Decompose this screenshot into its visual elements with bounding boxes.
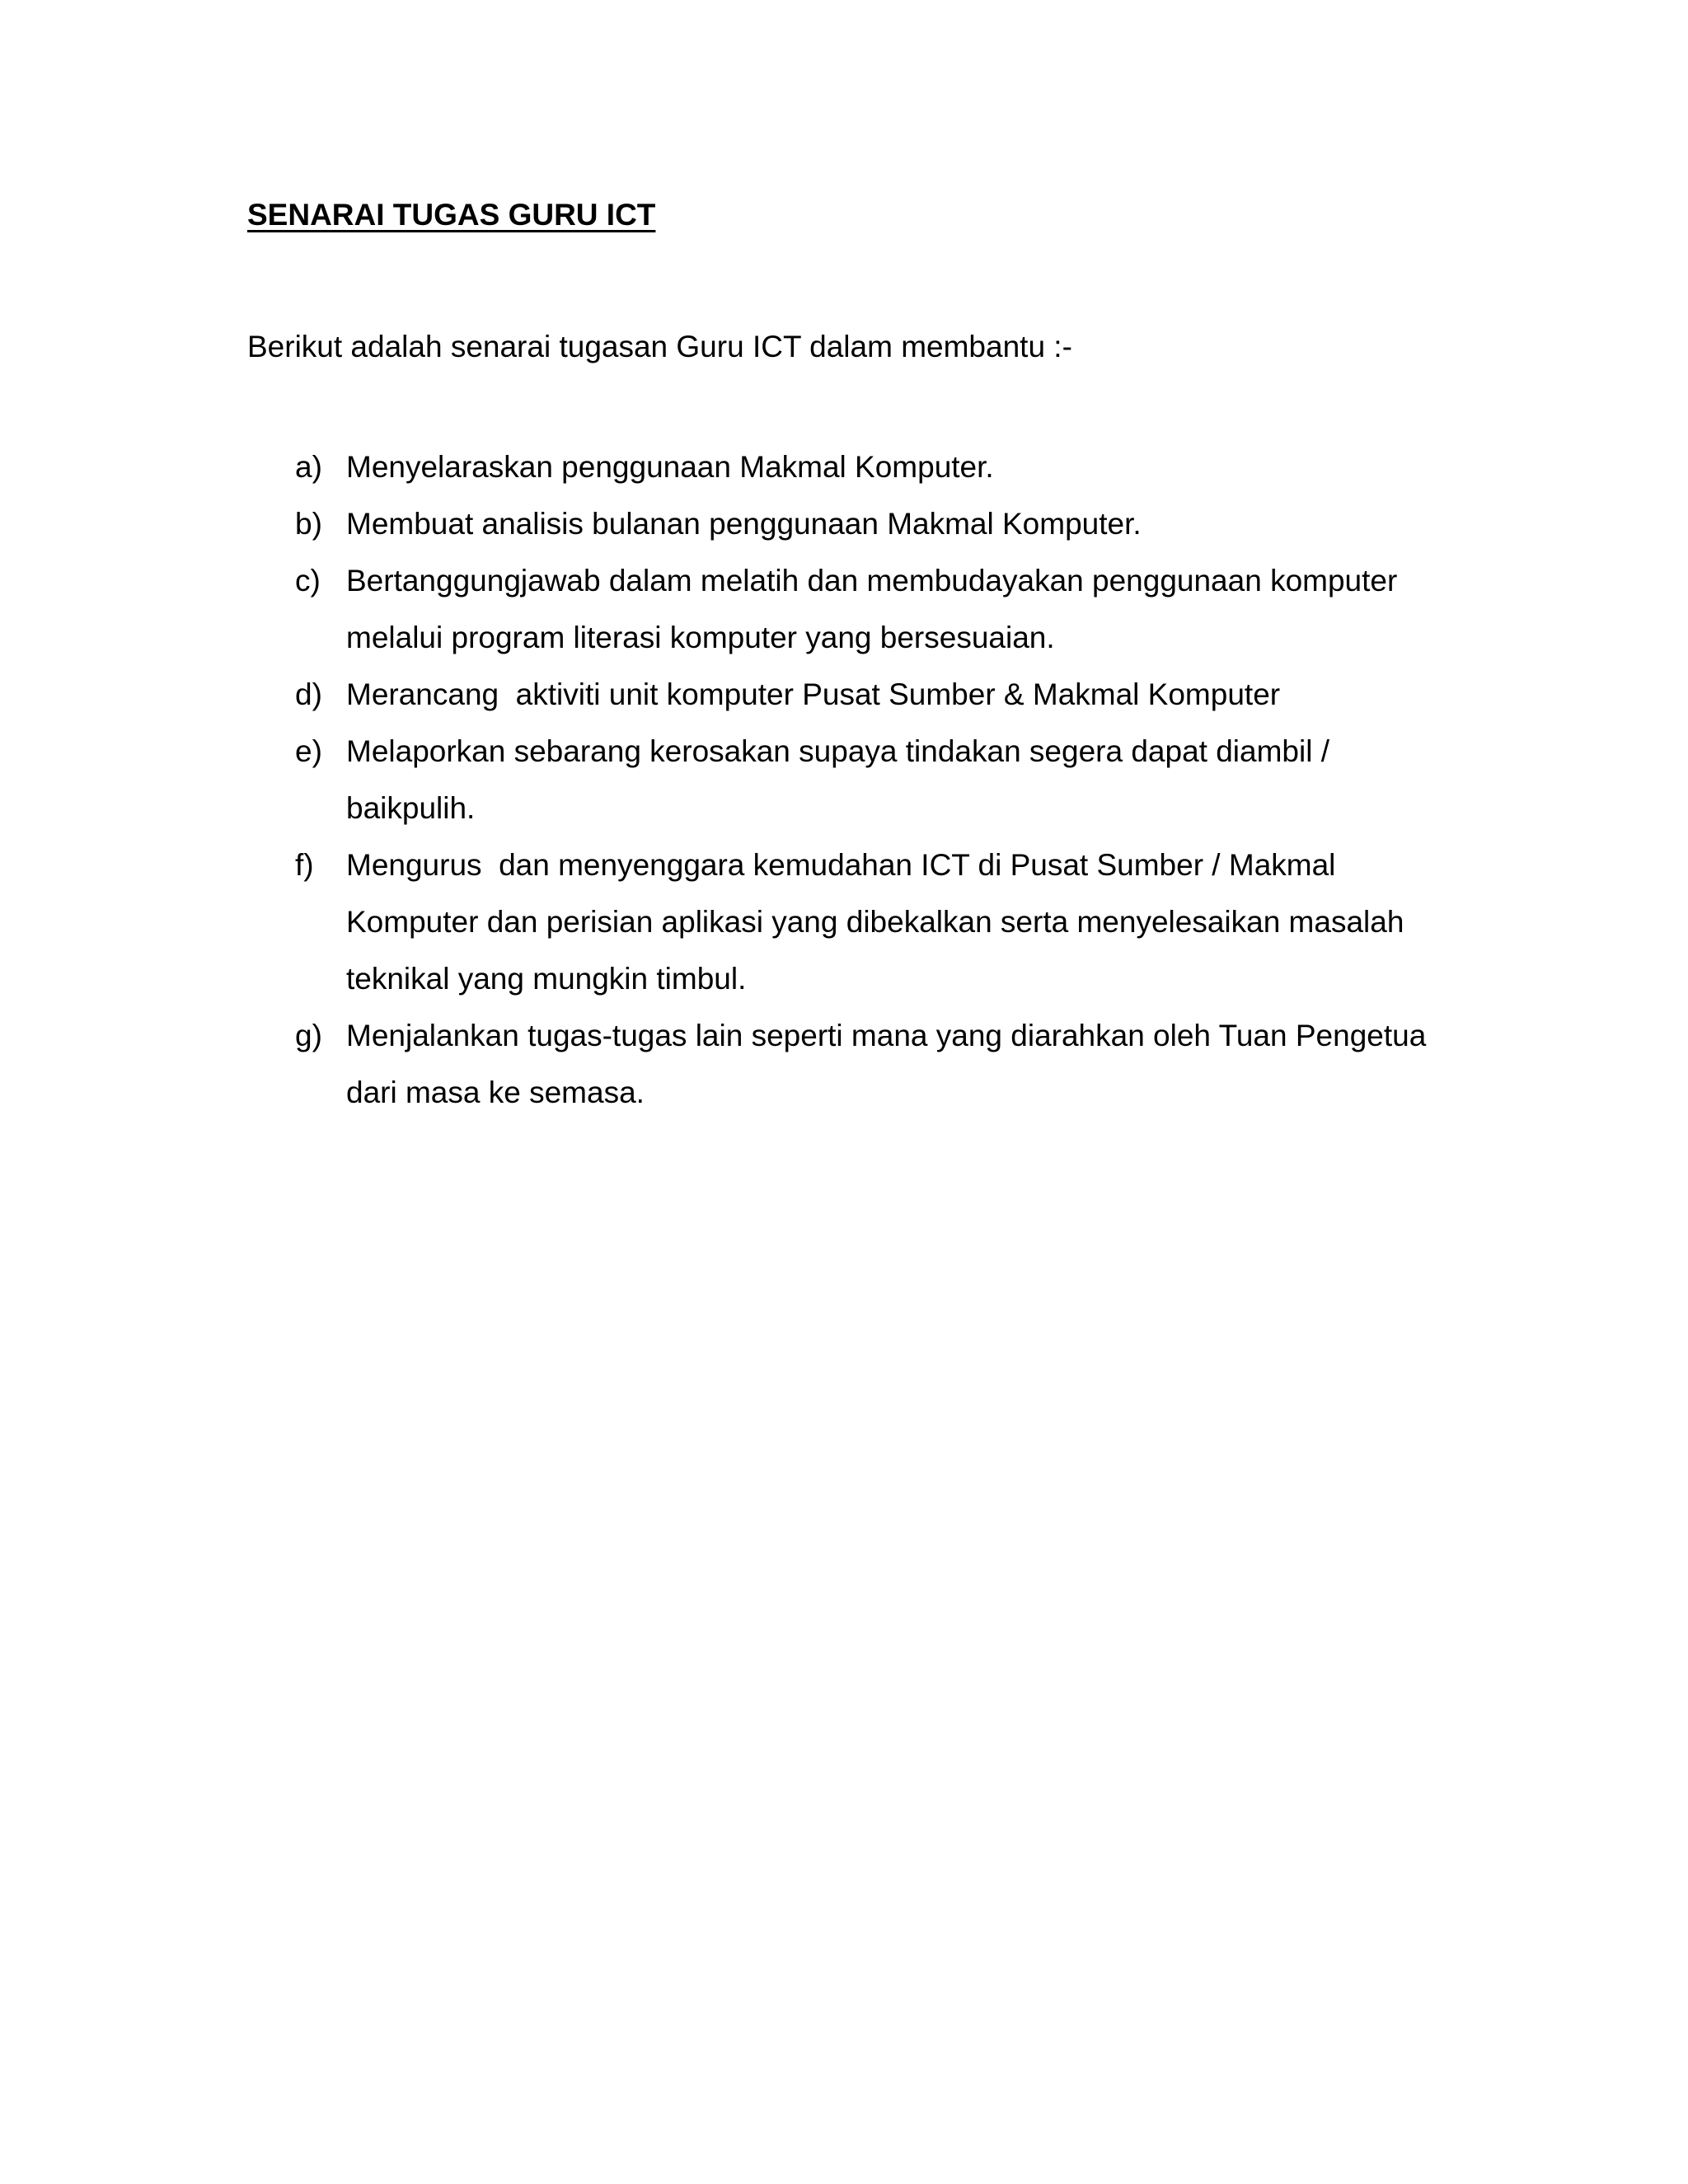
intro-paragraph: Berikut adalah senarai tugasan Guru ICT dalam membantu :- <box>247 330 1072 363</box>
task-text: Menyelaraskan penggunaan Makmal Komputer. <box>346 450 994 484</box>
task-marker: c) <box>295 564 321 598</box>
task-item-a <box>295 438 1432 495</box>
task-marker: g) <box>295 1019 322 1052</box>
task-item-e <box>295 723 1432 837</box>
task-item-b <box>295 495 1432 552</box>
task-text: Melaporkan sebarang kerosakan supaya tindakan segera dapat diambil / baikpulih. <box>346 734 1339 825</box>
task-marker: a) <box>295 450 322 484</box>
document-title: SENARAI TUGAS GURU ICT <box>247 198 656 232</box>
task-marker: b) <box>295 507 322 541</box>
task-item-c <box>295 552 1432 666</box>
task-item-d <box>295 666 1432 723</box>
task-item-g <box>295 1007 1435 1121</box>
task-marker: e) <box>295 734 322 768</box>
task-text: Bertanggungjawab dalam melatih dan membudayakan penggunaan komputer melalui program literasi komputer yang bersesuaian. <box>346 564 1406 654</box>
task-marker: d) <box>295 677 322 711</box>
task-item-f <box>295 837 1432 1007</box>
task-text: Merancang aktiviti unit komputer Pusat Sumber & Makmal Komputer <box>346 677 1281 711</box>
task-marker: f) <box>295 848 314 882</box>
task-text: Menjalankan tugas-tugas lain seperti mana yang diarahkan oleh Tuan Pengetua dari masa ke semasa. <box>346 1019 1435 1109</box>
task-text: Membuat analisis bulanan penggunaan Makmal Komputer. <box>346 507 1142 541</box>
task-text: Mengurus dan menyenggara kemudahan ICT di Pusat Sumber / Makmal Komputer dan perisian aplikasi yang dibekalkan serta menyelesaikan masalah teknikal yang mungkin timbul. <box>346 848 1413 996</box>
task-list <box>295 438 1435 1121</box>
